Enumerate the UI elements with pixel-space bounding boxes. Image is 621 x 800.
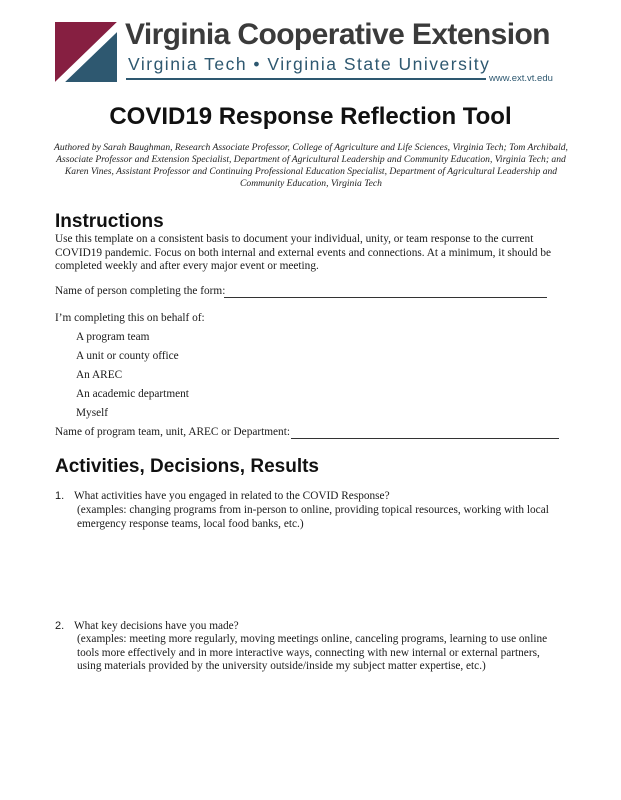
option-arec[interactable]: An AREC [76,369,123,381]
question-2-examples: (examples: meeting more regularly, moving meetings online, canceling programs, learning to use online tools more effectively and in more interactive ways, connecting with new internal or external partners, using materials provided by the university outside/inside my subject matter expertise, etc.) [77,633,548,673]
question-1-text: What activities have you engaged in related to the COVID Response? [74,490,390,502]
question-2-text: What key decisions have you made? [74,620,239,632]
option-myself[interactable]: Myself [76,407,109,419]
person-name-field[interactable] [224,297,547,298]
org-url: www.ext.vt.edu [489,73,553,84]
document-title: COVID19 Response Reflection Tool [109,103,512,130]
behalf-label: I’m completing this on behalf of: [55,312,205,324]
person-name-label: Name of person completing the form: [55,285,226,297]
instructions-text: Use this template on a consistent basis to document your individual, unity, or team response to the current COVID19 pandemic. Focus on both internal and external events and connections. At a minimum, it should be completed weekly and after every major event or meeting. [55,233,552,273]
activities-heading: Activities, Decisions, Results [55,456,319,477]
org-name: Virginia Cooperative Extension [125,18,550,51]
option-unit-county-office[interactable]: A unit or county office [76,350,179,362]
team-name-label: Name of program team, unit, AREC or Department: [55,426,290,438]
org-partners: Virginia Tech • Virginia State University [128,54,491,74]
authors-credit: Authored by Sarah Baughman, Research Associate Professor, College of Agriculture and Life Sciences, Virginia Tech; Tom Archibald, Associate Professor and Extension Specialist, Department of Agricultural Leadership and Community Education, Virginia Tech; and Karen Vines, Assistant Professor and Continuing Professional Education Specialist, Department of Agricultural Leadership and Community Education, Virginia Tech [54,142,568,189]
team-name-field[interactable] [291,438,559,439]
vce-logo-icon [55,22,117,82]
question-number: 2. [55,620,65,632]
question-number: 1. [55,490,65,502]
instructions-heading: Instructions [55,211,164,232]
option-academic-department[interactable]: An academic department [76,388,189,400]
header-divider [126,78,486,80]
option-program-team[interactable]: A program team [76,331,150,343]
question-1-examples: (examples: changing programs from in-person to online, providing topical resources, working with local emergency response teams, local food banks, etc.) [77,504,549,530]
